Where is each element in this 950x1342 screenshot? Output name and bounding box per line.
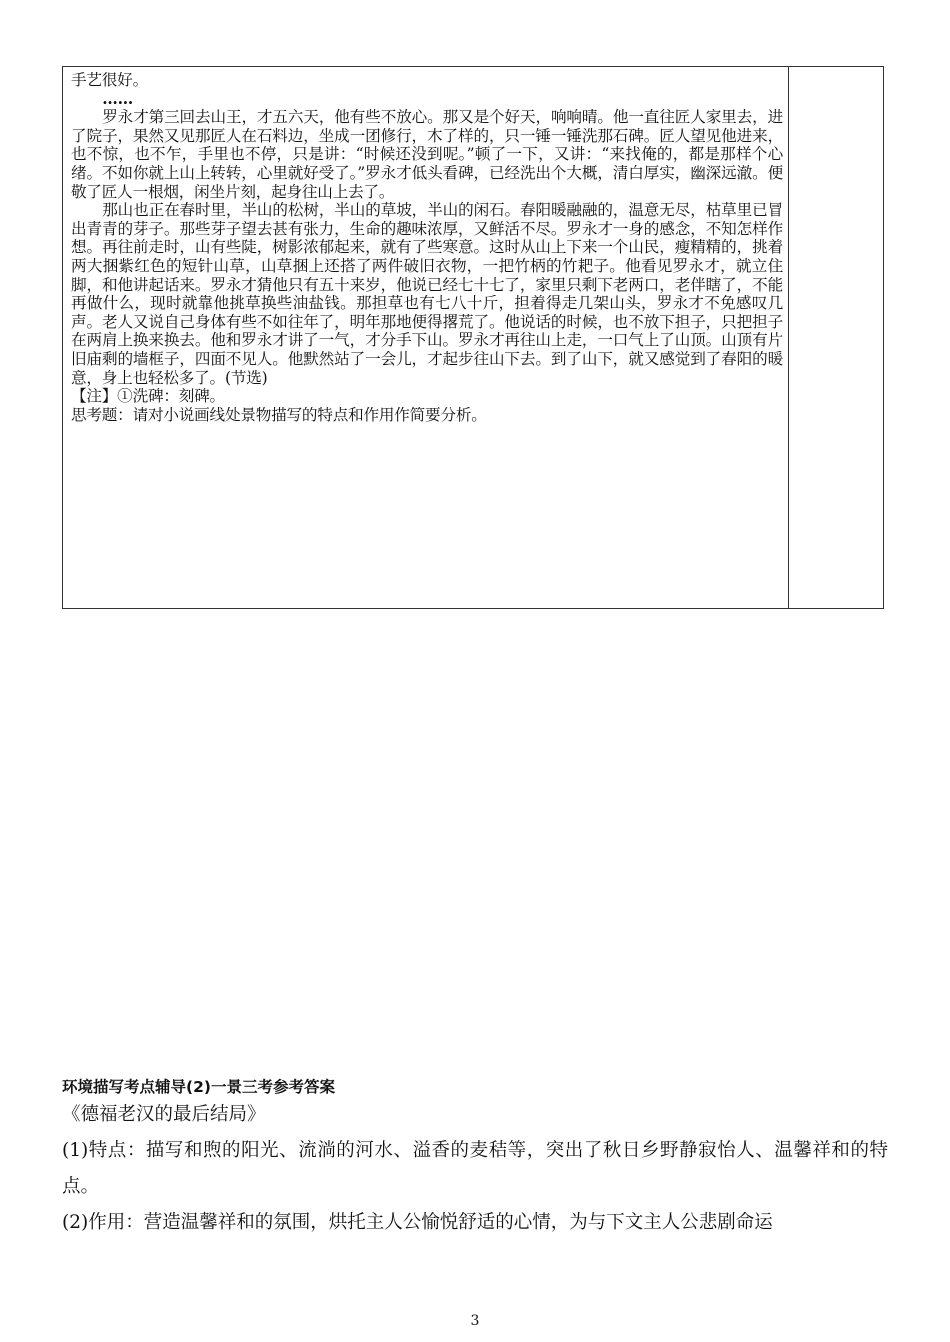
column-divider [788, 67, 789, 608]
question-prompt: 思考题：请对小说画线处景物描写的特点和作用作简要分析。 [71, 405, 487, 424]
answer-body [62, 1101, 888, 1241]
passage-paragraph-2: 那山也正在春时里，半山的松树，半山的草坡，半山的闲石。春阳暖融融的，温意无尽，枯草里已冒出青青的芽子。那些芽子望去甚有张力，生命的趣味浓厚，又鲜活不尽。罗永才一身的感念，不知怎样作想。再往前走时，山有些陡，树影浓郁起来，就有了些寒意。这时从山上下来一个山民，瘦精精的，挑着两大捆紫红色的短针山草，山草捆上还搭了两件破旧衣物，一把竹柄的竹耙子。他看见罗永才，就立住脚，和他讲起话来。罗永才猜他只有五十来岁，他说已经七十七了，家里只剩下老两口，老伴瞎了，不能再做什么，现时就靠他挑草换些油盐钱。那担草也有七八十斤，担着得走几架山头，罗永才不免感叹几声。老人又说自己身体有些不如往年了，明年那地便得撂荒了。他说话的时候，也不放下担子，只把担子在两肩上换来换去。他和罗永才讲了一气，才分手下山。罗永才再往山上走，一口气上了山顶。山顶有片旧庙剩的墙框子，四面不见人。他默然站了一会儿，才起步往山下去。到了山下，就又感觉到了春阳的暖意，身上也轻松多了。(节选) [71, 201, 783, 387]
story-title: 《德福老汉的最后结局》 [62, 1104, 266, 1125]
answer-point-2: (2)作用：营造温馨祥和的氛围，烘托主人公愉悦舒适的心情，为与下文主人公悲剧命运 [62, 1212, 773, 1233]
answer-point-1: (1)特点：描写和煦的阳光、流淌的河水、溢香的麦秸等，突出了秋日乡野静寂怡人、温馨祥和的特点。 [62, 1140, 888, 1197]
reading-table [62, 66, 884, 609]
annotation-note: 【注】①洗碑：刻碑。 [71, 387, 225, 406]
passage-line-top: 手艺很好。 [71, 71, 148, 89]
passage-paragraph-1: 罗永才第三回去山王，才五六天，他有些不放心。那又是个好天，响响晴。他一直往匠人家里去，进了院子，果然又见那匠人在石料边，坐成一团修行，木了样的，只一锤一锤洗那石碑。匠人望见他进来，也不惊，也不乍，手里也不停，只是讲：“时候还没到呢。”顿了一下，又讲：“来找俺的，都是那样个心绪。不如你就上山上转转，心里就好受了。”罗永才低头看碑，已经洗出个大概，清白厚实，幽深远澈。便敬了匠人一根烟，闲坐片刻，起身往山上去了。 [71, 108, 783, 201]
page-number: 3 [470, 1313, 480, 1329]
passage-cell [71, 71, 783, 424]
ellipsis: …… [102, 88, 133, 108]
answer-heading: 环境描写考点辅导(2)一景三考参考答案 [62, 1078, 335, 1096]
